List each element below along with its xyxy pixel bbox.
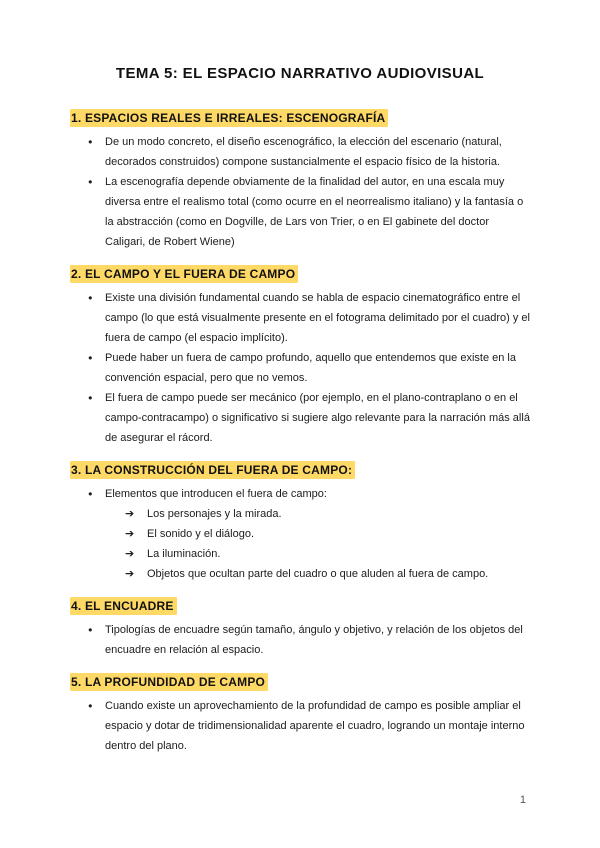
section-heading — [70, 108, 530, 128]
arrow-icon: ➔ — [125, 568, 135, 580]
bullet-list — [70, 288, 530, 448]
section-heading-highlight: 4. EL ENCUADRE — [70, 597, 177, 615]
arrow-text: La iluminación. — [147, 548, 221, 560]
bullet-icon: ● — [88, 353, 93, 362]
bullet-list — [70, 132, 530, 252]
section-heading-highlight: 1. ESPACIOS REALES E IRREALES: ESCENOGRAFÍA — [70, 109, 388, 127]
bullet-item — [70, 484, 530, 504]
bullet-item — [70, 172, 530, 252]
bullet-item — [70, 620, 530, 660]
arrow-item — [70, 504, 530, 524]
arrow-text: Objetos que ocultan parte del cuadro o que aluden al fuera de campo. — [147, 568, 489, 580]
bullet-text: La escenografía depende obviamente de la finalidad del autor, en una escala muy diversa entre el realismo total (como ocurre en el neorrealismo italiano) y la fantasía o la abstracción (como en Dogville, de Lars von Trier, o en El gabinete del doctor Caligari, de Robert Wiene) — [105, 176, 524, 248]
bullet-icon: ● — [88, 393, 93, 402]
section-heading-highlight: 3. LA CONSTRUCCIÓN DEL FUERA DE CAMPO: — [70, 461, 355, 479]
arrow-item — [70, 524, 530, 544]
section-escenografia — [70, 108, 530, 252]
arrow-icon: ➔ — [125, 528, 135, 540]
section-heading-highlight: 2. EL CAMPO Y EL FUERA DE CAMPO — [70, 265, 298, 283]
bullet-list — [70, 484, 530, 584]
arrow-text: Los personajes y la mirada. — [147, 508, 282, 520]
bullet-icon: ● — [88, 293, 93, 302]
section-construccion-fuera-de-campo — [70, 460, 530, 584]
arrow-icon: ➔ — [125, 548, 135, 560]
bullet-text: El fuera de campo puede ser mecánico (por ejemplo, en el plano-contraplano o en el campo-contracampo) o significativo si sugiere algo relevante para la narración más allá de asegurar el rácord. — [105, 392, 530, 444]
arrow-item — [70, 544, 530, 564]
arrow-icon: ➔ — [125, 508, 135, 520]
bullet-text: De un modo concreto, el diseño escenográfico, la elección del escenario (natural, decorados construidos) compone sustancialmente el espacio físico de la historia. — [105, 136, 502, 168]
bullet-icon: ● — [88, 701, 93, 710]
page-title: TEMA 5: EL ESPACIO NARRATIVO AUDIOVISUAL — [115, 65, 485, 82]
arrow-item — [70, 564, 530, 584]
bullet-icon: ● — [88, 137, 93, 146]
bullet-icon: ● — [88, 489, 93, 498]
bullet-icon: ● — [88, 625, 93, 634]
section-heading-highlight: 5. LA PROFUNDIDAD DE CAMPO — [70, 673, 268, 691]
bullet-list — [70, 620, 530, 660]
section-heading — [70, 264, 530, 284]
arrow-text: El sonido y el diálogo. — [147, 528, 255, 540]
section-encuadre — [70, 596, 530, 660]
section-profundidad-de-campo — [70, 672, 530, 756]
section-heading — [70, 672, 530, 692]
page-number: 1 — [519, 794, 526, 806]
bullet-text: Puede haber un fuera de campo profundo, aquello que entendemos que existe en la convención espacial, pero que no vemos. — [105, 352, 516, 384]
bullet-item — [70, 696, 530, 756]
bullet-text: Tipologías de encuadre según tamaño, ángulo y objetivo, y relación de los objetos del encuadre en relación al espacio. — [105, 624, 523, 656]
bullet-list — [70, 696, 530, 756]
bullet-item — [70, 132, 530, 172]
section-campo-fuera-de-campo — [70, 264, 530, 448]
bullet-item — [70, 348, 530, 388]
bullet-item — [70, 388, 530, 448]
bullet-text: Cuando existe un aprovechamiento de la profundidad de campo es posible ampliar el espacio y dotar de tridimensionalidad aparente el cuadro, logrando un montaje interno dentro del plano. — [105, 700, 525, 752]
bullet-text: Existe una división fundamental cuando se habla de espacio cinematográfico entre el campo (lo que está visualmente presente en el fotograma delimitado por el cuadro) y el fuera de campo (el espacio implícito). — [105, 292, 530, 344]
section-heading — [70, 460, 530, 480]
section-heading — [70, 596, 530, 616]
bullet-icon: ● — [88, 177, 93, 186]
bullet-text: Elementos que introducen el fuera de campo: — [105, 488, 327, 500]
bullet-item — [70, 288, 530, 348]
